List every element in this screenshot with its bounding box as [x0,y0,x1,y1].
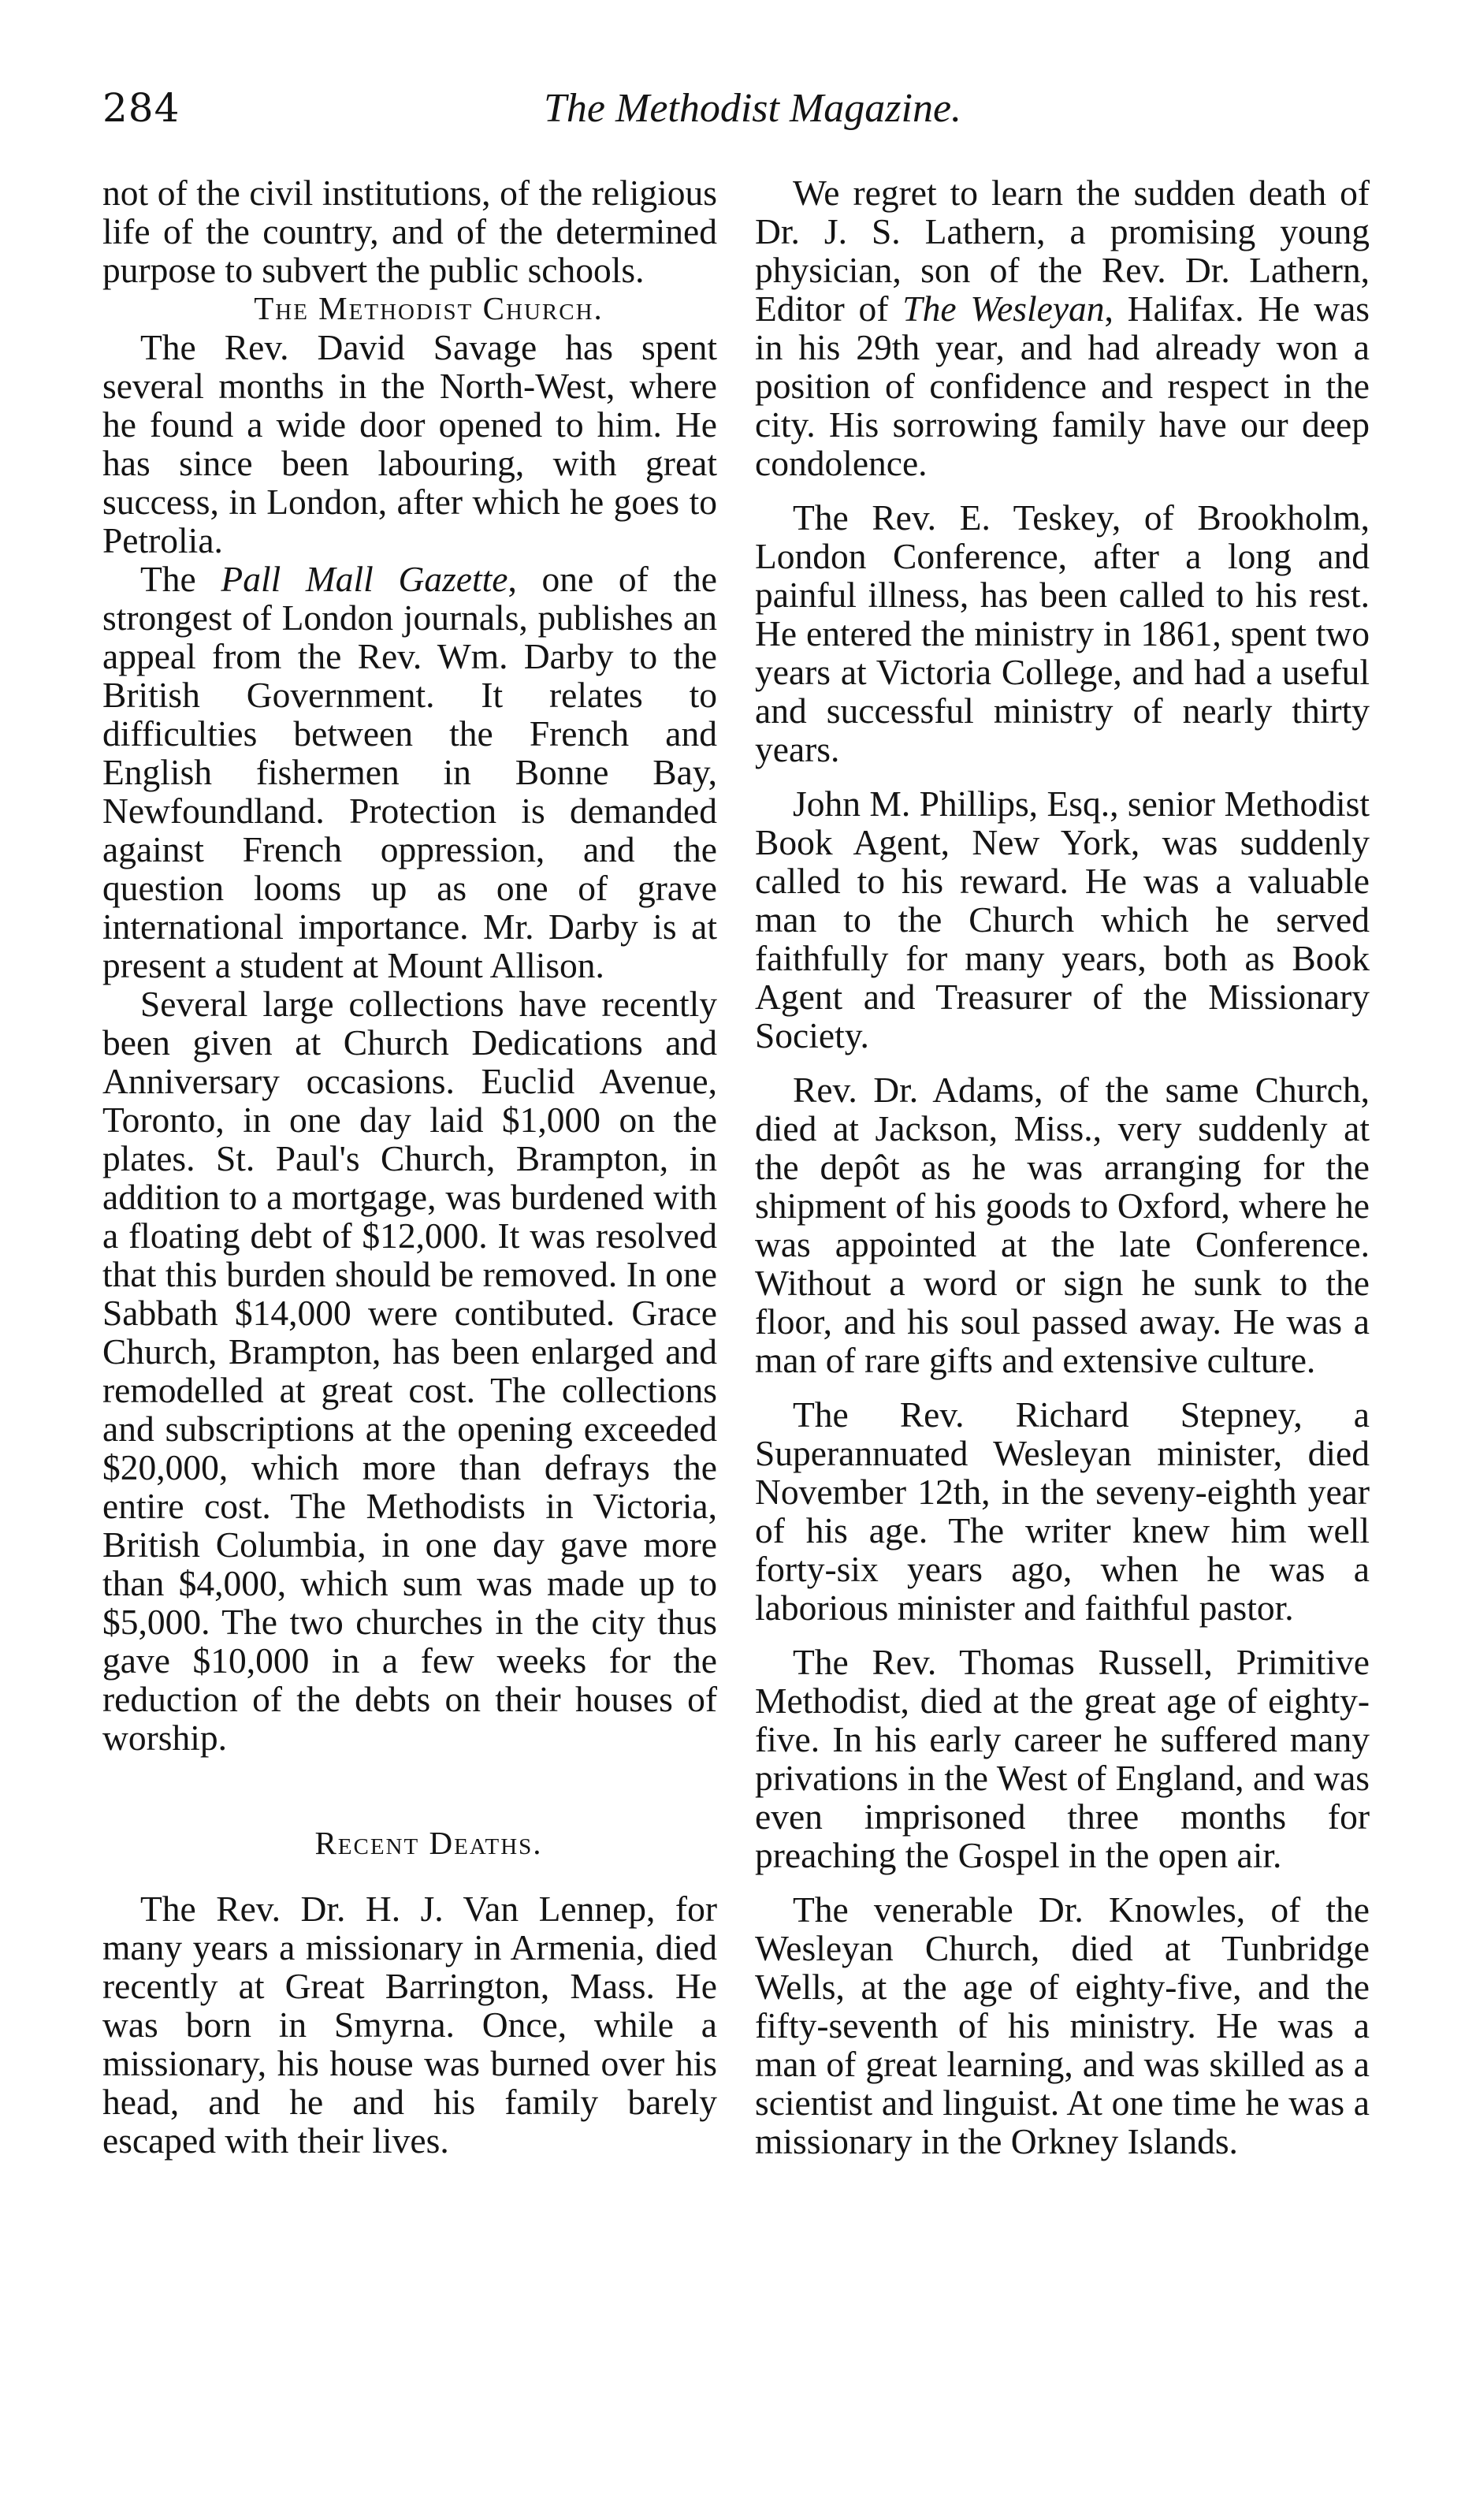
paragraph-continued: not of the civil institutions, of the religious life of the country, and of the determined purpose to subvert the public schools. [102,173,717,290]
paragraph-savage: The Rev. David Savage has spent several months in the North-West, where he found a wide door opened to him. He has since been labouring, with great success, in London, after which he goes to Petrolia. [102,327,717,560]
paragraph-stepney: The Rev. Richard Stepney, a Superannuated Wesleyan minister, died November 12th, in the seveny-eighth year of his age. The writer knew him well forty-six years ago, when he was a laborious minister and faithful pastor. [755,1394,1370,1628]
paragraph-teskey: The Rev. E. Teskey, of Brookholm, London Conference, after a long and painful illness, has been called to his rest. He entered the ministry in 1861, spent two years at Victoria College, and had a useful and successful ministry of nearly thirty years. [755,497,1370,769]
gazette-title: Pall Mall Gazette [221,559,508,599]
lathern-title: The Wesleyan [902,288,1105,329]
lathern-text-pre: We regret to learn the sudden death of Dr. J. S. Lathern, a promising young physician, son of the Rev. Dr. Lathern, Editor of [755,173,1370,329]
gazette-text-pre: The [140,559,221,599]
lathern-text-post: , Halifax. He was in his 29th year, and had already won a position of confidence and respect in the city. His sorrowing family have our deep condolence. [755,288,1370,483]
page-number: 284 [102,85,180,131]
paragraph-lathern [755,173,1370,482]
paragraph-pall-mall-gazette [102,560,717,985]
section-heading-recent-deaths: Recent Deaths. [314,1825,543,1861]
running-title: The Methodist Magazine. [544,86,962,131]
paragraph-van-lennep: The Rev. Dr. H. J. Van Lennep, for many years a missionary in Armenia, died recently at Great Barrington, Mass. He was born in Smyrna. Once, while a missionary, his house was burned over his head, and he and his family barely escaped with their lives. [102,1889,717,2161]
paragraph-adams: Rev. Dr. Adams, of the same Church, died at Jackson, Miss., very suddenly at the depôt as he was arranging for the shipment of his goods to Oxford, where he was appointed at the late Conference. Without a word or sign he sunk to the floor, and his soul passed away. He was a man of rare gifts and extensive culture. [755,1070,1370,1380]
paragraph-collections: Several large collections have recently been given at Church Dedications and Anniversary occasions. Euclid Avenue, Toronto, in one day laid $1,000 on the plates. St. Paul's Church, Brampton, in addition to a mortgage, was burdened with a floating debt of $12,000. It was resolved that this burden should be removed. In one Sabbath $14,000 were contibuted. Grace Church, Brampton, has been enlarged and remodelled at great cost. The collections and subscriptions at the opening exceeded $20,000, which more than defrays the entire cost. The Methodists in Victoria, British Columbia, in one day gave more than $4,000, which sum was made up to $5,000. The two churches in the city thus gave $10,000 in a few weeks for the reduction of the debts on their houses of worship. [102,984,717,1758]
section-heading-methodist-church: The Methodist Church. [254,290,604,326]
right-column [755,173,1370,2161]
gazette-text-post: , one of the strongest of London journals, publishes an appeal from the Rev. Wm. Darby to the British Government. It relates to difficulties between the French and English fishermen in Bonne Bay, Newfoundland. Protection is demanded against French oppression, and the question looms up as one of grave international importance. Mr. Darby is at present a student at Mount Allison. [102,559,717,985]
left-column [102,173,717,2160]
paragraph-knowles: The venerable Dr. Knowles, of the Wesleyan Church, died at Tunbridge Wells, at the age of eighty-five, and the fifty-seventh of his ministry. He was a man of great learning, and was skilled as a scientist and linguist. At one time he was a missionary in the Orkney Islands. [755,1889,1370,2161]
paragraph-russell: The Rev. Thomas Russell, Primitive Methodist, died at the great age of eighty-five. In his early career he suffered many privations in the West of England, and was even imprisoned three months for preaching the Gospel in the open air. [755,1642,1370,1875]
paragraph-phillips: John M. Phillips, Esq., senior Methodist Book Agent, New York, was suddenly called to his reward. He was a valuable man to the Church which he served faithfully for many years, both as Book Agent and Treasurer of the Missionary Society. [755,784,1370,1055]
page-header [102,85,1358,148]
